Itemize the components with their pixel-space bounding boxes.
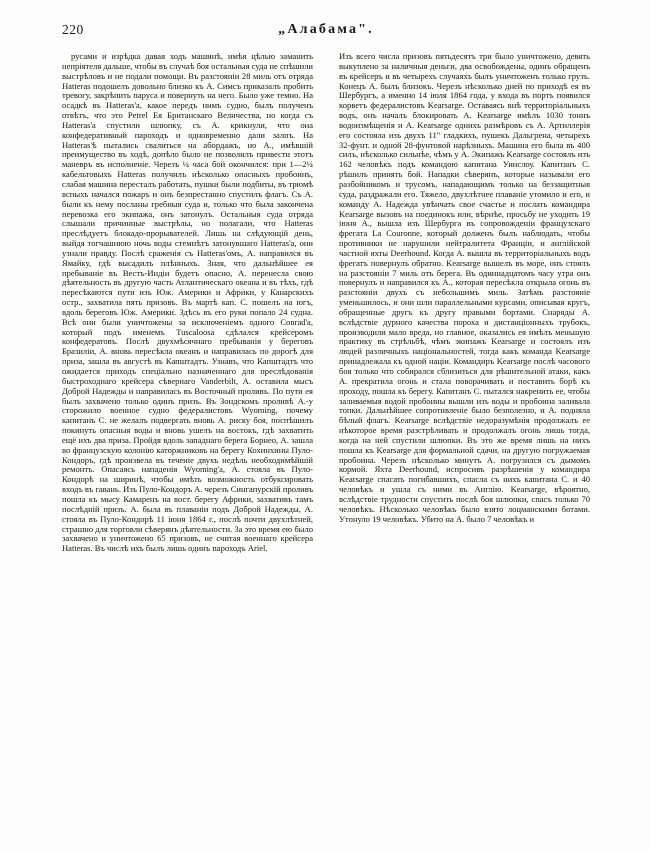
column-left — [62, 52, 313, 814]
column-right — [339, 52, 590, 814]
text-columns — [62, 52, 590, 814]
running-title: „Алабама". — [278, 22, 374, 37]
page-number: 220 — [62, 22, 84, 37]
paragraph: Изъ всего числа призовъ пятьдесятъ три было уничтожено, девять выкуплено за наличныя деньги, два освобождены, одинъ обращенъ въ крейсеръ и въ четырехъ случаяхъ былъ уничтоженъ только грузъ. Конецъ A. былъ близокъ. Черезъ нѣсколько дней по приходѣ ея въ Шербургъ, а именно 14 іюля 1864 года, у входа въ портъ появился корветъ федералистовъ Kearsarge. Оставаясь внѣ территоріальныхъ водъ, онъ началъ блокировать A. Kearsarge имѣлъ 1030 тоннъ водоизмѣщенія и A. Kearsarge однихъ размѣровъ съ A. Артиллерія его состояла изъ двухъ 11" гладкихъ, пушекъ Дальгрена, четырехъ 32-фунт. и одной 28-фунтовой нарѣзныхъ. Машина его была въ 400 силъ, нѣсколько сильнѣе, чѣмъ у A. Экипажъ Kearsarge состоялъ изъ 162 человѣкъ подъ командою капитана Уинслоу. Капитанъ C. рѣшилъ принять бой. Нападки сѣверянъ, которые называли его разбойникомъ и трусомъ, нападающимъ только на беззащитныя суда, раздражали его. Тяжело, двухлѣтнее плаваніе утомило и его, и команду A. Надежда увѣнчать свое счастье и послать командира Kearsarge вызовъ на поединокъ или, вѣрнѣе, просьбу не уходить 19 іюня A., вышла изъ Шербурга въ сопровожденіи французскаго фрегата La Couronne, который долженъ былъ наблюдать, чтобы противники не нарушили нейтралитета Франціи, и англійской частной яхты Deerhound. Когда A. вышла въ территоріальныхъ водъ фрегатъ повернулъ обратно. Kearsarge вышелъ въ море, онъ стоялъ на разстояніи 7 миль отъ берега. Въ одиннадцатомъ часу утра онъ повернулъ и направился къ A., которая пересѣкла открыла огонь въ разстояніи двухъ съ небольшимъ миль. Затѣмъ разстояніе уменьшилось, и они шли параллельными курсами, описывая кругъ, обращенные другъ къ другу правыми бортами. Снаряды A. вслѣдствіе дурного качества пороха и дистанціонныхъ трубокъ, производили мало вреда, но главное, оказались ея имѣлъ меньшую практику въ стрѣльбѣ, чѣмъ экипажъ Kearsarge и состоялъ изъ людей различныхъ національностей, тогда какъ команда Kearsarge принадлежала къ одной націи. Командиръ Kearsarge послѣ часового боя только что собирался сблизиться для рѣшительной атаки, какъ A. прекратила огонь и стала поворачивать и поставить борѣ къ проходу, пошла къ берегу. Капитанъ C. пытался накренить ее, чтобы заливаемыя водой пробоины вышли изъ воды и пробоина заливала топки. Дальнѣйшее сопротивленіе было безполезно, и A. подняла бѣлый флагъ. Kearsarge вслѣдствіе недоразумѣнія продолжалъ ее нѣкоторое время разстрѣливать и продолжалъ огонь лишь тогда, когда на ней спустили шлюпки. Въ это же время лишь на нихъ пошла къ Kearsarge для формальной сдачи, на другую погружаемая пробоина. Черезъ нѣсколько минутъ A. погрузился съ дымомъ кормой. Яхта Deerhound, испросивъ разрѣшенія у командира Kearsarge спасать погибавшихъ, спасла съ нихъ капитана C. и 40 человѣкъ и ушла съ ними въ Англію. Kearsarge, вѣроятно, вслѣдствіе трудности спустить послѣ боя шлюпки, спасъ только 70 человѣкъ. Нѣсколько человѣкъ было взято лоцманскими ботами. Утонуло 19 человѣкъ. Убито на A. было 7 человѣкъ и — [339, 51, 590, 524]
paragraph: русами и изрѣдка давая ходъ машинѣ, имѣя цѣлью заманить непріятеля дальше, чтобы въ случаѣ боя остальныя суда не спѣшили выстрѣловъ и не подали помощи. Въ разстояніи 28 миль отъ отряда Hatteras подошелъ довольно близко къ A. Симсъ приказалъ пробить тревогу, закрѣпить паруса и повернуть на него. Было уже темно. На осадкѣ въ Hatteras'а, какое передъ нимъ судно, былъ полученъ отвѣтъ, что это Petrel Ея Британскаго Величества, но когда съ Hatteras'а спустили шлюпку, съ A. крикнули, что она конфедеративный пароходъ и одновременно дали залпъ. На Hatteras'ѣ пытались свалиться на абордажъ, но A., имѣвшій преимущество въ ходѣ, допѣло было не позволилъ привести этотъ маневръ въ исполненіе. Черезъ ¼ часа бой окончился: при 1—2¼ кабельтовыхъ Hatteras получилъ нѣсколько опасныхъ пробоинъ, слабая машина пересталъ работать, пушки были подбиты, въ трюмѣ вспыхъ начался пожаръ и онъ безпрестанно спустилъ флагъ. Съ A. были къ нему посланы гребныя суда и, только что была закончена перевозка его экипажа, онъ затонулъ. Остальныя суда отряда слышали причинные выстрѣлы, но полагали, что Hatteras преслѣдуетъ блокадо-прорывателей. Лишь на слѣдующій день, выйдя тогчашнюю ночь воды стемнѣтъ затонувшаго Hatteras'а, они узнали правду. Послѣ сраженія съ Hatteras'омъ, A. направился въ Ямайку, гдѣ высадилъ плѣнныхъ. Зная, что дальнѣйшее ея пребываніе въ Вестъ-Индіи будетъ опасно, A. перенесла свою дѣятельность въ другую часть Атлантическаго океана и въ тѣхъ, гдѣ пересѣкаются пути изъ Юж. Америки и Африки, у Канарскихъ остр., захватила пять призовъ. Въ мартѣ кап. C. пошелъ на югъ, вдоль береговъ Юж. Америки. Здѣсь въ его руки попало 24 судна. Всѣ они были уничтожены за исключеніемъ одного Conrad'а, который подъ именемъ Tuscaloosa сдѣлался крейсеромъ конфедератовъ. Послѣ двухмѣсячнаго пребыванія у береговъ Бразиліи, A. вновь пересѣкла океанъ и направилась по дорогѣ для приза, зашла въ августѣ въ Капштадтъ. Узнавъ, что Капштадтъ что ожидается приходъ спеціально назначеннаго для преслѣдованія быстроходнаго крейсера сѣвернаго Vanderbilt, A. оставила мысъ Доброй Надежды и направилась въ Восточный проливъ. По пути ея былъ захвачено только одинъ призъ. Въ Зондскомъ проливѣ A.-у сторожило военное судно федералистовъ Wyoming, почему капитанъ C. не желалъ подвергать вновь A. риску боя, поспѣшилъ покинуть опасныя воды и вновь ушелъ на востокъ, гдѣ захватить ещё ихъ два приза. Пройдя вдоль западнаго берега Борнео, A. зашла во французскую колонію каторжниковъ на берегу Кохинхины Пуло-Кондоръ, гдѣ произвела въ теченіе двухъ недѣль необходимѣйшій ремонтъ. Опасаясь нападенія Wyoming'а, A. стояла въ Пуло-Кондорѣ на ширинѣ, чтобы имѣть возможность отбуксировать входъ въ гавань. Изъ Пуло-Кондоръ A. черезъ Сингапурскій проливъ пошла къ мысу Камаренъ на вост. берегу Африки, захвативъ тамъ послѣдній призъ. A. была въ плаваніи подъ Доброй Надежды, A. стояла въ Пуло-Кондорѣ 11 іюня 1864 г., послѣ почти двухлѣтней, страшно для торговли сѣверянъ дѣятельности. За это время ею было захвачено и уничтожено 65 призовъ, не считая военнаго крейсера Hatteras. Въ числѣ ихъ былъ лишь одинъ пароходъ Ariel. — [62, 51, 313, 554]
page-header — [62, 22, 590, 44]
